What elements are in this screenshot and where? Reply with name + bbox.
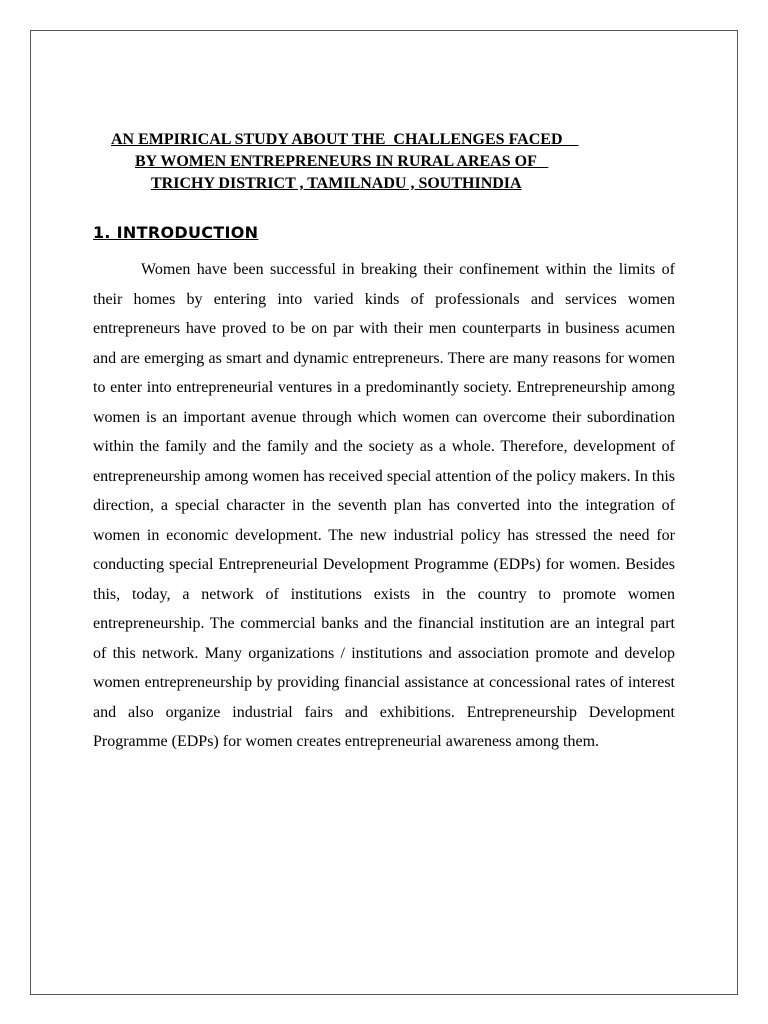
introduction-paragraph: Women have been successful in breaking their confinement within the limits of their homes by entering into varied kinds of professionals and services women entrepreneurs have proved to be on par with their men counterparts in business acumen and are emerging as smart and dynamic entrepreneurs. There are many reasons for women to enter into entrepreneurial ventures in a predominantly society. Entrepreneurship among women is an important avenue through which women can overcome their subordination within the family and the family and the society as a whole. Therefore, development of entrepreneurship among women has received special attention of the policy makers. In this direction, a special character in the seventh plan has converted into the integration of women in economic development. The new industrial policy has stressed the need for conducting special Entrepreneurial Development Programme (EDPs) for women. Besides this, today, a network of institutions exists in the country to promote women entrepreneurship. The commercial banks and the financial institution are an integral part of this network. Many organizations / institutions and association promote and develop women entrepreneurship by providing financial assistance at concessional rates of interest and also organize industrial fairs and exhibitions. Entrepreneurship Development Programme (EDPs) for women creates entrepreneurial awareness among them. bbox=[93, 261, 675, 750]
title-line-1: AN EMPIRICAL STUDY ABOUT THE CHALLENGES FACED bbox=[111, 131, 579, 148]
document-title bbox=[60, 129, 700, 195]
title-line-3: TRICHY DISTRICT , TAMILNADU , SOUTHINDIA bbox=[151, 175, 522, 192]
section-heading-introduction: 1. INTRODUCTION bbox=[93, 223, 259, 242]
title-line-2: BY WOMEN ENTREPRENEURS IN RURAL AREAS OF bbox=[135, 153, 549, 170]
